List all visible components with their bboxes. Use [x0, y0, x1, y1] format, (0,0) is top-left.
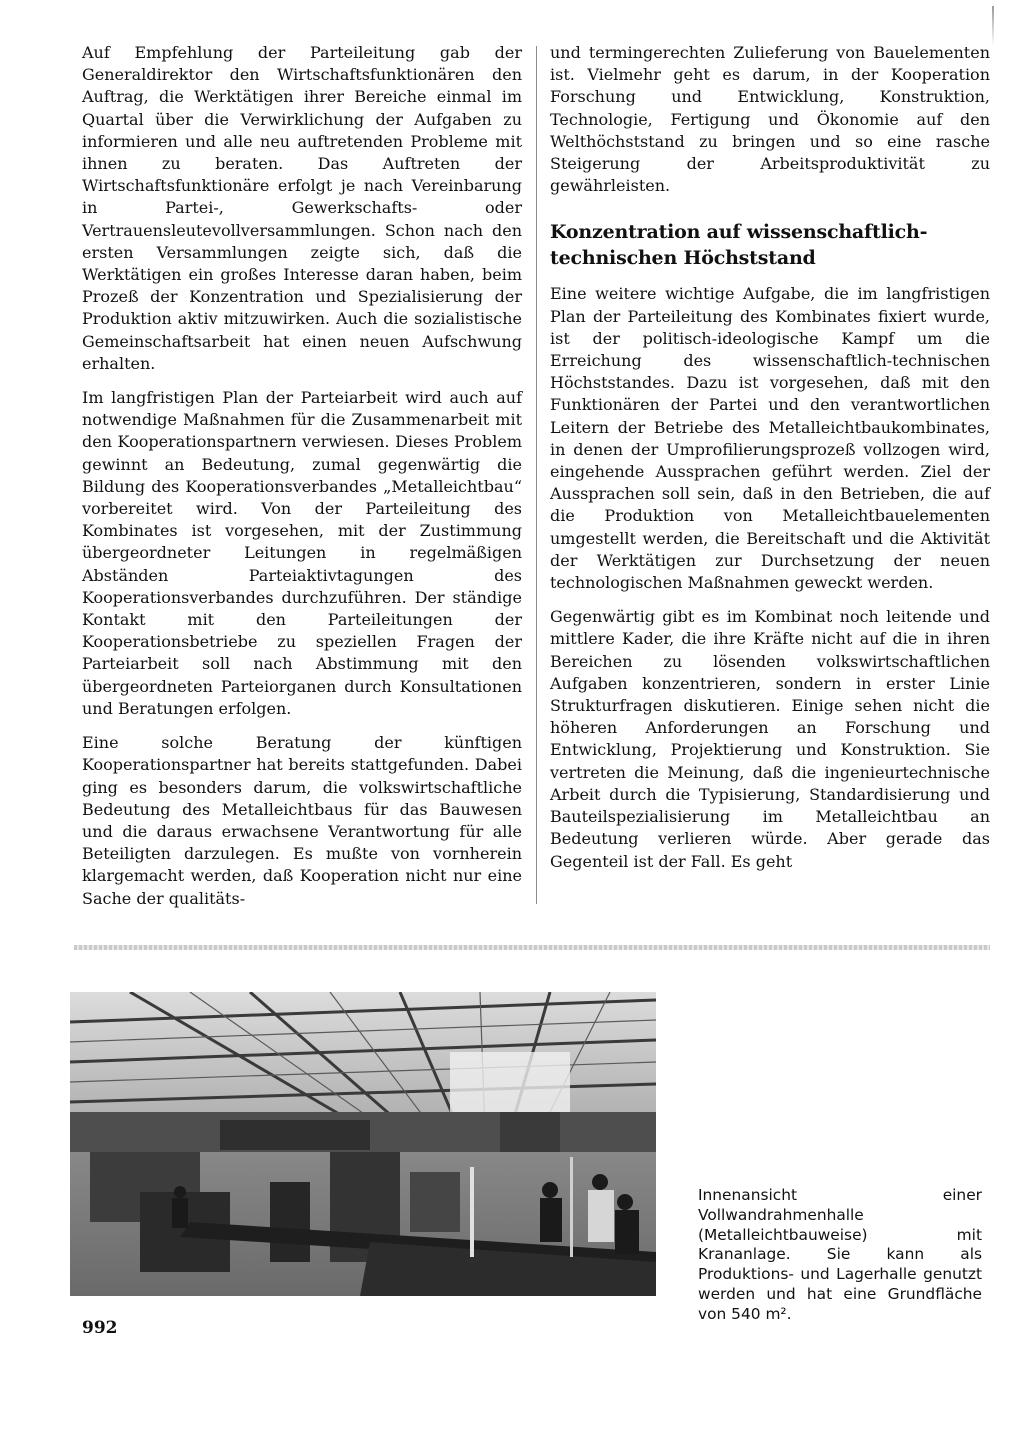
left-paragraph-2: Im langfristigen Plan der Parteiarbeit wird auch auf notwendige Maßnahmen für die Zusammenarbeit mit den Kooperationspartnern verwiesen. Dieses Problem gewinnt an Bedeutung, zumal gegenwärtig die Bildung des Kooperationsverbandes „Metalleichtbau“ vorbereitet wird. Von der Parteileitung des Kombinates ist vorgesehen, mit der Zustimmung übergeordneter Leitungen in regelmäßigen Abständen Parteiaktivtagungen des Kooperationsverbandes durchzuführen. Der ständige Kontakt mit den Parteileitungen der Kooperationsbetriebe zu speziellen Fragen der Parteiarbeit soll nach Abstimmung mit den übergeordneten Parteiorganen durch Konsultationen und Beratungen erfolgen. — [82, 388, 522, 718]
left-column — [82, 42, 522, 922]
page-number: 992 — [82, 1318, 118, 1338]
left-paragraph-3: Eine solche Beratung der künftigen Kooperationspartner hat bereits stattgefunden. Dabei ging es besonders darum, die volkswirtschaftliche Bedeutung des Metalleichtbaus für das Bauwesen und die daraus erwachsene Verantwortung für alle Beteiligten darzulegen. Es mußte von vornherein klargemacht werden, daß Kooperation nicht nur eine Sache der qualitäts- — [82, 733, 522, 908]
column-divider — [536, 46, 537, 904]
photo-caption: Innenansicht einer Vollwandrahmenhalle (Metalleichtbauweise) mit Krananlage. Sie kann als Produktions- und Lagerhalle genutzt werden und hat eine Grundfläche von 540 m². — [698, 1186, 982, 1323]
section-rule — [74, 945, 990, 950]
right-paragraph-1: Eine weitere wichtige Aufgabe, die im langfristigen Plan der Parteileitung des Kombinates fixiert wurde, ist der politisch-ideologische Kampf um die Erreichung des wissenschaftlich-technischen Höchststandes. Dazu ist vorgesehen, daß mit den Funktionären der Partei und den verantwortlichen Leitern der Betriebe des Metalleichtbaukombinates, in denen der Umprofilierungsprozeß vollzogen wird, eingehende Aussprachen geführt werden. Ziel der Aussprachen soll sein, daß in den Betrieben, die auf die Produktion von Metalleichtbauelementen umgestellt werden, die Bereitschaft und die Aktivität der Werktätigen zur Durchsetzung der neuen technologischen Maßnahmen geweckt werden. — [550, 284, 990, 593]
section-heading: Konzentration auf wissenschaftlich-technischen Höchststand — [550, 221, 928, 270]
right-column — [550, 42, 990, 885]
right-paragraph-2: Gegenwärtig gibt es im Kombinat noch leitende und mittlere Kader, die ihre Kräfte nicht auf die in ihren Bereichen zu lösenden volkswirtschaftlichen Aufgaben konzentrieren, sondern in erster Linie Strukturfragen diskutieren. Einige sehen nicht die höheren Anforderungen an Forschung und Entwicklung, Projektierung und Konstruktion. Sie vertreten die Meinung, daß die ingenieurtechnische Arbeit durch die Typisierung, Standardisierung und Bauteilspezialisierung im Metalleichtbau an Bedeutung verlieren würde. Aber gerade das Gegenteil ist der Fall. Es geht — [550, 607, 990, 871]
factory-hall-photo — [70, 992, 656, 1296]
scan-edge-mark — [992, 6, 994, 46]
right-intro-paragraph: und termingerechten Zulieferung von Bauelementen ist. Vielmehr geht es darum, in der Kooperation Forschung und Entwicklung, Konstruktion, Technologie, Fertigung und Ökonomie auf den Welthöchststand zu bringen und so eine rasche Steigerung der Arbeitsproduktivität zu gewährleisten. — [550, 43, 990, 196]
left-paragraph-1: Auf Empfehlung der Parteileitung gab der Generaldirektor den Wirtschaftsfunktionären den Auftrag, die Werktätigen ihrer Bereiche einmal im Quartal über die Verwirklichung der Aufgaben zu informieren und alle neu auftretenden Probleme mit ihnen zu beraten. Das Auftreten der Wirtschaftsfunktionäre erfolgt je nach Vereinbarung in Partei-, Gewerkschafts- oder Vertrauensleutevollversammlungen. Schon nach den ersten Versammlungen zeigte sich, daß die Werktätigen ein großes Interesse daran haben, beim Prozeß der Konzentration und Spezialisierung der Produktion aktiv mitzuwirken. Auch die sozialistische Gemeinschaftsarbeit hat einen neuen Aufschwung erhalten. — [82, 43, 522, 373]
